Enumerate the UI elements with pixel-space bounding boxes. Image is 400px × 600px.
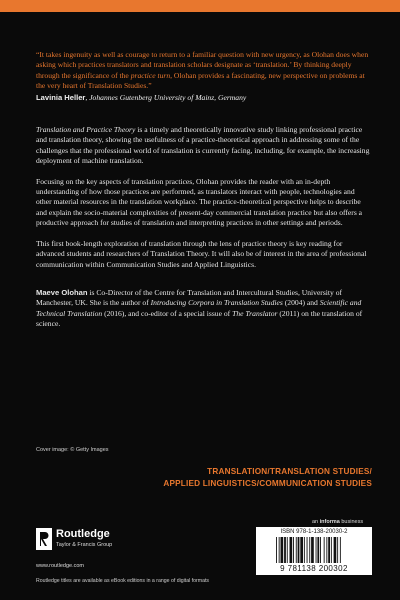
cover-image-credit: Cover image: © Getty Images bbox=[36, 447, 109, 453]
barcode-bar bbox=[317, 537, 319, 563]
back-cover-text bbox=[36, 50, 372, 337]
barcode-bar bbox=[311, 537, 314, 563]
barcode-bar bbox=[298, 537, 300, 563]
book-title-1: Introducing Corpora in Translation Studies bbox=[150, 298, 283, 308]
barcode-bar bbox=[320, 537, 321, 563]
endorsement-quote bbox=[36, 50, 372, 92]
subject-line-2: APPLIED LINGUISTICS/COMMUNICATION STUDIES bbox=[163, 479, 372, 488]
barcode-bar bbox=[324, 537, 325, 563]
endorsement-attribution: Lavinia Heller, Johannes Gutenberg University of Mainz, Germany bbox=[36, 92, 247, 102]
barcode-bar bbox=[279, 537, 280, 563]
publisher-website: www.routledge.com bbox=[36, 563, 84, 569]
quote-text-part1: “It takes ingenuity as well as courage to return to a familiar question with new urgency, as Olohan does when asking which practices translators and translation scholars designate as ‘translation.’ By thinking deeply through the significance of the bbox=[36, 50, 369, 80]
barcode-bar bbox=[326, 537, 327, 563]
informa-brand: informa bbox=[319, 519, 340, 525]
informa-prefix: an bbox=[312, 519, 320, 525]
endorser-name: Lavinia Heller bbox=[36, 92, 86, 102]
barcode-bar bbox=[287, 537, 288, 563]
isbn-barcode bbox=[256, 527, 372, 575]
book-title-italic: Translation and Practice Theory bbox=[36, 125, 136, 135]
barcode-bar bbox=[284, 537, 286, 563]
author-name: Maeve Olohan bbox=[36, 287, 88, 297]
blurb-paragraph-3: This first book-length exploration of translation through the lens of practice theory is key reading for advanced students and researchers of Translation Theory. It will also be of interest in the area of professional communication within Communication Studies and Applied Linguistics. bbox=[36, 238, 367, 269]
barcode-bar bbox=[293, 537, 294, 563]
isbn-text: ISBN 978-1-138-20030-2 bbox=[280, 529, 348, 535]
top-accent-bar bbox=[0, 0, 400, 12]
barcode-digits: 9 781138 200302 bbox=[280, 564, 348, 573]
journal-title: The Translator bbox=[232, 308, 278, 318]
author-bio-text: (2004) and bbox=[282, 298, 320, 308]
author-bio-text: (2011) on the translation of science. bbox=[36, 308, 363, 329]
routledge-logo-icon bbox=[36, 528, 52, 550]
barcode-bar bbox=[304, 537, 305, 563]
informa-suffix: business bbox=[339, 519, 364, 525]
endorser-affiliation: Johannes Gutenberg University of Mainz, Germany bbox=[89, 92, 247, 102]
author-bio bbox=[36, 288, 372, 330]
barcode-bar bbox=[316, 537, 317, 563]
publisher-name: Routledge bbox=[56, 528, 110, 540]
subject-categories bbox=[122, 466, 372, 490]
ebook-availability-note: Routledge titles are available as eBook editions in a range of digital formats bbox=[36, 578, 210, 584]
quote-text-part2: , Olohan provides a fascinating, new perspective on problems at the very heart of Translation Studies.” bbox=[36, 70, 365, 91]
quote-italic-term: practice turn bbox=[130, 70, 171, 80]
barcode-bars bbox=[276, 537, 366, 563]
book-title-2: Scientific and Technical Translation bbox=[36, 298, 362, 318]
barcode-bar bbox=[331, 537, 332, 563]
barcode-bar bbox=[309, 537, 310, 563]
subject-line-1: TRANSLATION/TRANSLATION STUDIES/ bbox=[207, 467, 372, 476]
barcode-bar bbox=[290, 537, 293, 563]
barcode-bar bbox=[281, 537, 284, 563]
informa-business-label bbox=[312, 519, 363, 525]
barcode-bar bbox=[340, 537, 341, 563]
barcode-bar bbox=[337, 537, 338, 563]
author-bio-text: is Co-Director of the Centre for Translation and Intercultural Studies, University of Manchester, UK. She is the author of bbox=[36, 287, 343, 308]
barcode-bar bbox=[300, 537, 303, 563]
blurb-paragraph-1-text: is a timely and theoretically innovative study linking professional practice and translation theory, showing the usefulness of a practice-theoretical approach in addressing some of the challenges that the professional world of translation is currently facing, including, for example, the increasing deployment of machine translation. bbox=[36, 125, 370, 166]
publisher-group: Taylor & Francis Group bbox=[56, 542, 113, 548]
blurb-paragraph-2: Focusing on the key aspects of translation practices, Olohan provides the reader with an in-depth understanding of how those practices are performed, as translators interact with people, technologies and other material resources in the translation workplace. The practice-theoretical perspective helps to describe and explain the socio-material complexities of present-day commercial translation practice but also offers a productive approach for studies of translation and interpreting practices in other settings and periods. bbox=[36, 176, 363, 228]
barcode-bar bbox=[328, 537, 330, 563]
barcode-bar bbox=[296, 537, 297, 563]
routledge-logo bbox=[36, 526, 156, 556]
barcode-bar bbox=[276, 537, 277, 563]
barcode-bar bbox=[334, 537, 337, 563]
author-bio-text: (2016), and co-editor of a special issue of bbox=[102, 308, 233, 318]
blurb-paragraph-1 bbox=[36, 125, 372, 167]
barcode-bar bbox=[307, 537, 308, 563]
